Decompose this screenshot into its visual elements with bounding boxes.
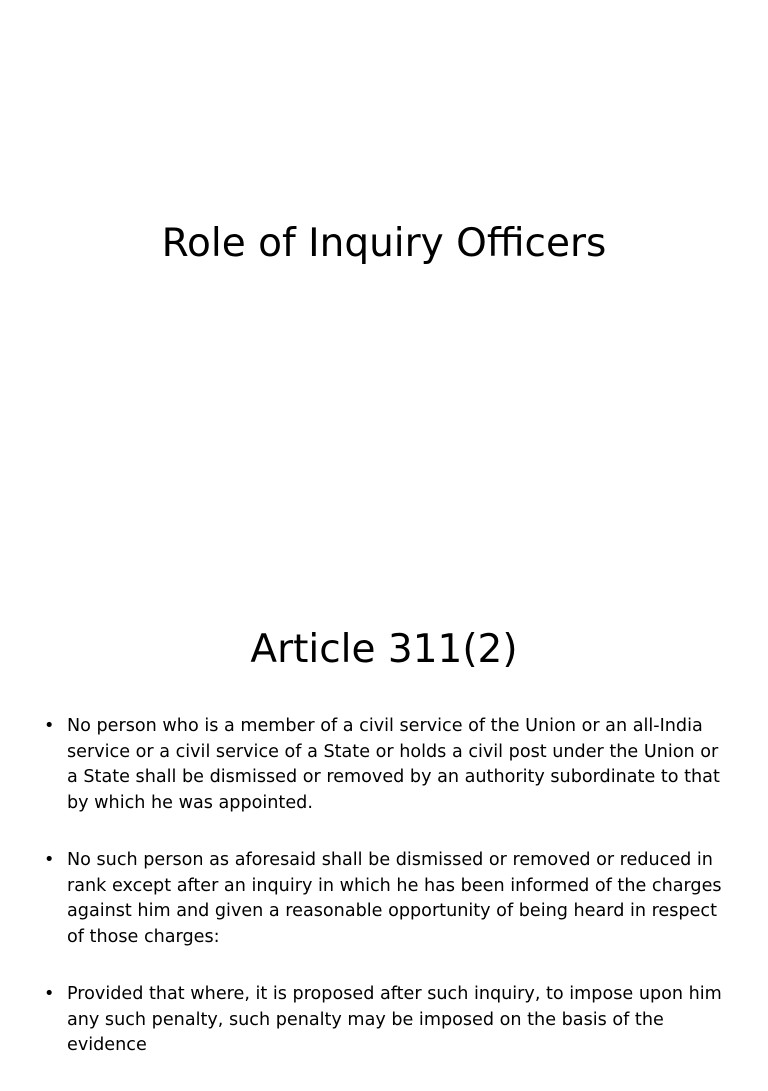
- bullet-icon: •: [44, 716, 55, 736]
- bullet-item: [40, 848, 730, 950]
- bullet-icon: •: [44, 850, 55, 870]
- slide-2: [0, 576, 768, 1055]
- bullet-item: [40, 714, 730, 816]
- slide-title: Role of Inquiry Officers: [161, 221, 607, 266]
- bullet-list: [40, 714, 730, 1091]
- bullet-text: Provided that where, it is proposed after such inquiry, to impose upon him any such penalty, such penalty may be imposed on the basis of the evidence: [67, 984, 722, 1055]
- bullet-item: [40, 982, 730, 1059]
- slide-title: Article 311(2): [250, 627, 518, 672]
- bullet-icon: •: [44, 984, 55, 1004]
- bullet-text: No person who is a member of a civil service of the Union or an all-India service or a civil service of a State or holds a civil post under the Union or a State shall be dismissed or removed by an authority subordinate to that by which he was appointed.: [67, 716, 720, 813]
- bullet-text: No such person as aforesaid shall be dismissed or removed or reduced in rank except after an inquiry in which he has been informed of the charges against him and given a reasonable opportunity of being heard in respect of those charges:: [67, 850, 722, 947]
